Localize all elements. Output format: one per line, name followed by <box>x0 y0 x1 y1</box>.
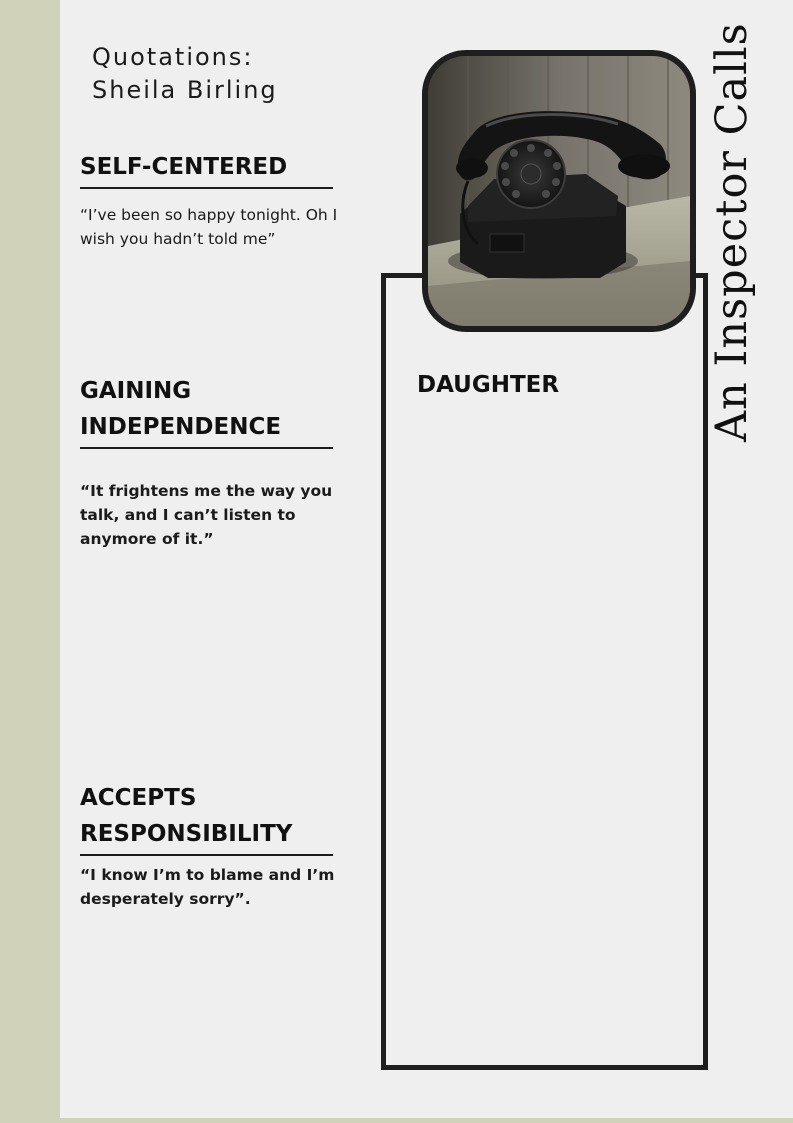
title-line-1: Quotations: <box>92 43 254 71</box>
document-title <box>92 41 278 107</box>
heading-line: GAINING <box>80 378 192 404</box>
rotary-telephone-image <box>428 56 690 326</box>
vertical-title-text: An Inspector Calls <box>707 22 757 442</box>
telephone-photo <box>422 50 696 332</box>
box-label: DAUGHTER <box>417 372 560 398</box>
section-heading-gaining-independence <box>80 373 333 449</box>
left-accent-band <box>0 0 60 1123</box>
heading-line: SELF-CENTERED <box>80 154 288 180</box>
heading-line: ACCEPTS <box>80 785 197 811</box>
section-heading-self-centered <box>80 149 333 189</box>
heading-line: INDEPENDENCE <box>80 414 282 440</box>
heading-line: RESPONSIBILITY <box>80 821 293 847</box>
title-line-2: Sheila Birling <box>92 76 278 104</box>
quote-gaining-independence: “It frightens me the way you talk, and I can’t listen to anymore of it.” <box>80 482 333 548</box>
section-heading-accepts-responsibility <box>80 780 333 856</box>
quote-self-centered: “I’ve been so happy tonight. Oh I wish you hadn’t told me” <box>80 206 338 248</box>
bottom-accent-band <box>60 1118 793 1123</box>
quote-accepts-responsibility: “I know I’m to blame and I’m desperately sorry”. <box>80 866 335 908</box>
